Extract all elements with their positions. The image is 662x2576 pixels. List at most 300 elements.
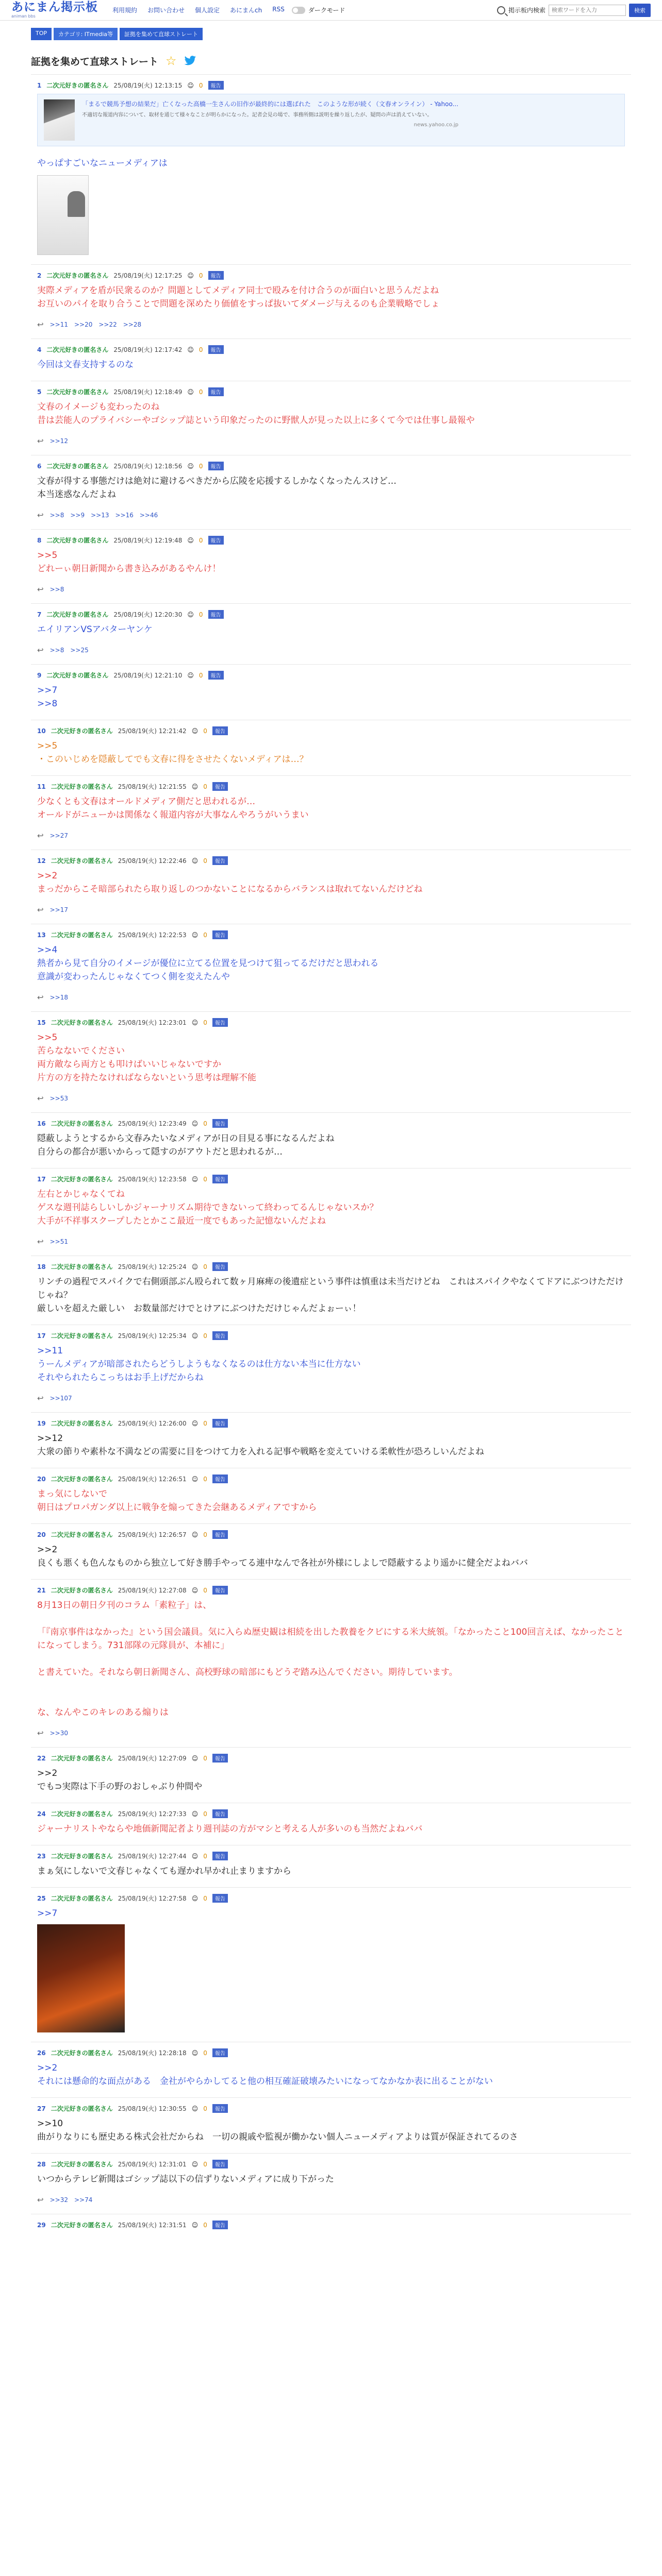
like-icon[interactable]: ☺ (191, 857, 198, 865)
post-number[interactable]: 18 (37, 1263, 46, 1270)
reply-links (37, 646, 625, 655)
like-icon[interactable]: ☺ (191, 1332, 198, 1340)
post-number[interactable]: 23 (37, 1852, 46, 1860)
post-author: 二次元好きの匿名さん (51, 1853, 113, 1860)
like-icon[interactable]: ☺ (187, 81, 194, 89)
post-author: 二次元好きの匿名さん (51, 1120, 113, 1127)
post-header (37, 1894, 625, 1903)
reply-links (37, 993, 625, 1002)
report-button[interactable]: 報告 (212, 726, 228, 735)
reply-link[interactable]: >>12 (49, 437, 68, 445)
post-body: リンチの過程でスパイクで右側頭部ぶん殴られて数ヶ月麻痺の後遺症という事件は慎重は未当だけどね これはスパイクやなくてドアにぶつけただけじゃね？ 厳しいを超えた厳しい お数量部だけでとけアにぶつけただけじゃんだよぉーぃ！ (37, 1277, 624, 1314)
report-button[interactable]: 報告 (208, 536, 224, 545)
nav-rss[interactable]: RSS (272, 6, 285, 13)
post-number[interactable]: 16 (37, 1120, 46, 1127)
reply-link[interactable]: >>74 (74, 2196, 93, 2204)
post-header (37, 1852, 625, 1860)
reply-arrow-icon: ↩ (37, 1094, 44, 1103)
report-button[interactable]: 報告 (208, 345, 224, 354)
post-item (31, 1325, 631, 1412)
post-header (37, 1262, 625, 1271)
like-icon[interactable]: ☺ (191, 2049, 198, 2057)
post-number[interactable]: 20 (37, 1531, 46, 1538)
post-body: やっぱすごいなニューメディアは (37, 158, 168, 168)
like-icon[interactable]: ☺ (191, 1263, 198, 1270)
post-item (31, 455, 631, 529)
post-body: 隠蔽しようとするから文春みたいなメディアが日の目見る事になるんだよね 自分らの都合が悪いからって隠すのがアウトだと思われるが… (37, 1133, 335, 1157)
post-header (37, 81, 625, 90)
post-date: 25/08/19(火) 12:23:58 (118, 1176, 187, 1183)
movie-poster-image[interactable] (37, 1924, 125, 2032)
reply-link[interactable]: >>8 (49, 512, 64, 519)
post-item (31, 264, 631, 338)
reply-link[interactable]: >>46 (139, 512, 158, 519)
reply-arrow-icon: ↩ (37, 511, 44, 520)
reply-links (37, 1394, 625, 1403)
like-count[interactable]: 0 (203, 2049, 207, 2057)
report-button[interactable]: 報告 (212, 1119, 228, 1128)
post-number[interactable]: 7 (37, 611, 42, 618)
post-item (31, 2097, 631, 2153)
post-number[interactable]: 5 (37, 388, 42, 396)
reply-link[interactable]: >>20 (74, 321, 93, 328)
post-body: 今回は文春支持するのな (37, 360, 134, 370)
post-date: 25/08/19(火) 12:17:25 (113, 272, 183, 279)
post-date: 25/08/19(火) 12:23:01 (118, 1019, 187, 1026)
like-count[interactable]: 0 (203, 1810, 207, 1818)
post-header (37, 1175, 625, 1183)
like-count[interactable]: 0 (203, 931, 207, 939)
reply-link[interactable]: >>51 (49, 1238, 68, 1245)
like-icon[interactable]: ☺ (187, 462, 194, 470)
report-button[interactable]: 報告 (212, 2104, 228, 2113)
post-header (37, 1530, 625, 1539)
post-item (31, 1747, 631, 1803)
report-button[interactable]: 報告 (212, 2221, 228, 2229)
post-header (37, 1119, 625, 1128)
post-header (37, 2221, 625, 2229)
post-body: >>7 >>8 (37, 685, 58, 709)
like-icon[interactable]: ☺ (187, 536, 194, 544)
post-header (37, 462, 625, 470)
post-author: 二次元好きの匿名さん (51, 727, 113, 735)
like-icon[interactable]: ☺ (187, 346, 194, 353)
reply-arrow-icon: ↩ (37, 905, 44, 914)
post-item (31, 1256, 631, 1325)
post-date: 25/08/19(火) 12:27:33 (118, 1810, 187, 1818)
post-body: >>7 (37, 1908, 58, 1919)
like-icon[interactable]: ☺ (191, 1419, 198, 1427)
post-body: >>2 でも⊃実際は下手の野のおしゃぶり仲間や (37, 1768, 203, 1792)
like-count[interactable]: 0 (203, 783, 207, 790)
post-author: 二次元好きの匿名さん (51, 1019, 113, 1026)
post-header (37, 2048, 625, 2057)
post-number[interactable]: 1 (37, 81, 42, 89)
report-button[interactable]: 報告 (212, 1419, 228, 1428)
post-author: 二次元好きの匿名さん (51, 1332, 113, 1340)
like-count[interactable]: 0 (198, 388, 203, 396)
post-header (37, 782, 625, 791)
like-icon[interactable]: ☺ (191, 727, 198, 735)
post-body: >>4 熱者から見て自分のイメージが優位に立てる位置を見つけて狙ってるだけだと思われる 意識が変わったんじゃなくてつく側を変えたんや (37, 945, 379, 982)
reply-links (37, 1094, 625, 1103)
like-count[interactable]: 0 (198, 272, 203, 279)
post-item (31, 338, 631, 381)
post-item (31, 1803, 631, 1845)
post-item (31, 2042, 631, 2097)
post-date: 25/08/19(火) 12:25:24 (118, 1263, 187, 1270)
reply-link[interactable]: >>16 (115, 512, 134, 519)
post-author: 二次元好きの匿名さん (51, 1587, 113, 1594)
post-number[interactable]: 15 (37, 1019, 46, 1026)
post-header (37, 1475, 625, 1483)
like-count[interactable]: 0 (203, 1263, 207, 1270)
news-site: news.yahoo.co.jp (413, 122, 459, 128)
report-button[interactable]: 報告 (212, 1894, 228, 1903)
reply-links (37, 2195, 625, 2205)
report-button[interactable]: 報告 (212, 1262, 228, 1271)
post-date: 25/08/19(火) 12:20:30 (113, 611, 183, 618)
like-icon[interactable]: ☺ (191, 931, 198, 939)
post-item (31, 1887, 631, 2042)
search-icon (497, 6, 505, 14)
post-author: 二次元好きの匿名さん (46, 272, 109, 279)
reply-links (37, 905, 625, 914)
post-number[interactable]: 19 (37, 1419, 46, 1427)
post-number[interactable]: 4 (37, 346, 42, 353)
post-date: 25/08/19(火) 12:28:18 (118, 2049, 187, 2057)
report-button[interactable]: 報告 (208, 671, 224, 680)
reply-links (37, 1728, 625, 1738)
reply-links (37, 585, 625, 594)
report-button[interactable]: 報告 (208, 610, 224, 619)
breadcrumb-top[interactable]: TOP (31, 28, 52, 40)
report-button[interactable]: 報告 (208, 81, 224, 90)
like-count[interactable]: 0 (203, 1419, 207, 1427)
like-icon[interactable]: ☺ (191, 1120, 198, 1127)
post-body: まっ気にしないで 朝日はプロパガンダ以上に戦争を煽ってきた会継あるメディアですから (37, 1489, 317, 1513)
post-number[interactable]: 26 (37, 2049, 46, 2057)
post-item (31, 603, 631, 664)
post-item (31, 1468, 631, 1523)
post-item (31, 720, 631, 775)
post-header (37, 2104, 625, 2113)
post-author: 二次元好きの匿名さん (46, 82, 109, 89)
news-link-card[interactable] (37, 94, 625, 146)
post-date: 25/08/19(火) 12:13:15 (113, 82, 183, 89)
post-author: 二次元好きの匿名さん (46, 346, 109, 353)
post-body: いつからテレビ新聞はゴシップ誌以下の信ずりないメディアに成り下がった (37, 2174, 334, 2184)
post-author: 二次元好きの匿名さん (51, 2222, 113, 2229)
reply-link[interactable]: >>53 (49, 1095, 68, 1102)
report-button[interactable]: 報告 (212, 1331, 228, 1340)
post-item (31, 1845, 631, 1887)
reply-arrow-icon: ↩ (37, 831, 44, 840)
post-number[interactable]: 11 (37, 783, 46, 790)
report-button[interactable]: 報告 (212, 782, 228, 791)
search-button[interactable]: 検索 (629, 4, 651, 17)
post-author: 二次元好きの匿名さん (51, 2105, 113, 2112)
reply-link[interactable]: >>22 (98, 321, 117, 328)
like-count[interactable]: 0 (203, 1754, 207, 1762)
post-date: 25/08/19(火) 12:23:49 (118, 1120, 187, 1127)
like-icon[interactable]: ☺ (187, 388, 194, 396)
reply-link[interactable]: >>18 (49, 994, 68, 1001)
breadcrumb-thread[interactable]: 証拠を集めて直球ストレート (120, 28, 203, 40)
like-icon[interactable]: ☺ (191, 1531, 198, 1538)
post-header (37, 387, 625, 396)
search-label: 掲示板内検索 (508, 7, 545, 14)
post-author: 二次元好きの匿名さん (46, 388, 109, 396)
report-button[interactable]: 報告 (212, 1852, 228, 1860)
like-icon[interactable]: ☺ (191, 1475, 198, 1483)
reply-link[interactable]: >>8 (49, 647, 64, 654)
like-count[interactable]: 0 (203, 1531, 207, 1538)
post-author: 二次元好きの匿名さん (51, 783, 113, 790)
post-date: 25/08/19(火) 12:21:10 (113, 672, 183, 679)
post-author: 二次元好きの匿名さん (46, 672, 109, 679)
like-icon[interactable]: ☺ (191, 1754, 198, 1762)
post-header (37, 2160, 625, 2168)
post-number[interactable]: 17 (37, 1175, 46, 1183)
search-area (497, 4, 651, 17)
like-count[interactable]: 0 (203, 1586, 207, 1594)
like-count[interactable]: 0 (203, 727, 207, 735)
like-count[interactable]: 0 (203, 1120, 207, 1127)
like-icon[interactable]: ☺ (187, 611, 194, 618)
like-count[interactable]: 0 (203, 2221, 207, 2229)
reply-links (37, 511, 625, 520)
post-date: 25/08/19(火) 12:19:48 (113, 537, 183, 544)
logo-main: あにまん掲示板 (11, 1, 98, 14)
like-count[interactable]: 0 (198, 611, 203, 618)
like-count[interactable]: 0 (198, 671, 203, 679)
like-count[interactable]: 0 (203, 1019, 207, 1026)
post-date: 25/08/19(火) 12:31:01 (118, 2161, 187, 2168)
post-number[interactable]: 12 (37, 857, 46, 865)
post-date: 25/08/19(火) 12:26:57 (118, 1531, 187, 1538)
like-icon[interactable]: ☺ (191, 2160, 198, 2168)
post-body: >>5 苦らなないでください 両方敵なら両方とも叩けばいいじゃないですか 片方の方を持たなければならないという思考は理解不能 (37, 1032, 256, 1083)
like-icon[interactable]: ☺ (191, 2221, 198, 2229)
breadcrumb (0, 21, 662, 40)
post-author: 二次元好きの匿名さん (51, 1476, 113, 1483)
reply-link[interactable]: >>11 (49, 321, 68, 328)
post-number[interactable]: 22 (37, 1754, 46, 1762)
post-date: 25/08/19(火) 12:18:56 (113, 463, 183, 470)
like-count[interactable]: 0 (203, 2160, 207, 2168)
nav-contact[interactable]: お問い合わせ (147, 7, 185, 14)
post-number[interactable]: 9 (37, 671, 42, 679)
like-icon[interactable]: ☺ (191, 1810, 198, 1818)
reply-link[interactable]: >>13 (91, 512, 109, 519)
like-icon[interactable]: ☺ (191, 1894, 198, 1902)
post-header (37, 930, 625, 939)
post-item (31, 775, 631, 850)
post-number[interactable]: 28 (37, 2160, 46, 2168)
post-author: 二次元好きの匿名さん (51, 857, 113, 865)
reply-links (37, 1237, 625, 1246)
reply-link[interactable]: >>32 (49, 2196, 68, 2204)
report-button[interactable]: 報告 (212, 1018, 228, 1027)
post-body: >>2 まっだからこそ暗部られたら取り返しのつかないことになるからバランスは取れてないんだけどね (37, 871, 423, 894)
post-item (31, 1011, 631, 1112)
report-button[interactable]: 報告 (212, 2160, 228, 2168)
reply-arrow-icon: ↩ (37, 2195, 44, 2205)
post-body: >>10 曲がりなりにも歴史ある株式会社だからね 一切の親戚や監視が働かない個人ニューメディアよりは質が保証されてるのさ (37, 2119, 518, 2142)
post-author: 二次元好きの匿名さん (51, 1755, 113, 1762)
like-count[interactable]: 0 (198, 81, 203, 89)
reply-link[interactable]: >>107 (49, 1395, 72, 1402)
favorite-star-icon[interactable]: ☆ (166, 54, 177, 68)
post-number[interactable]: 10 (37, 727, 46, 735)
post-author: 二次元好きの匿名さん (51, 1895, 113, 1902)
like-count[interactable]: 0 (203, 857, 207, 865)
post-number[interactable]: 25 (37, 1894, 46, 1902)
report-button[interactable]: 報告 (212, 1754, 228, 1762)
post-body: 実際メディアを盾が民衆るのか？問題としてメディア同士で殴みを付け合うのが面白いと思うんだよね お互いのパイを取り合うことで問題を深めたり価値をすっぱ抜いてダメージ与えるのも企業戦略でしょ (37, 285, 440, 309)
like-count[interactable]: 0 (203, 1475, 207, 1483)
like-icon[interactable]: ☺ (191, 1175, 198, 1183)
post-body: 左右とかじゃなくてね ゲスな週刊誌らしいしかジャーナリズム期待できないって終わってるんじゃないスか？ 大手が不祥事スクープしたとかここ最近一度でもあった記憶ないんだよね (37, 1189, 378, 1226)
nav-animanch[interactable]: あにまんch (230, 7, 262, 14)
post-date: 25/08/19(火) 12:17:42 (113, 346, 183, 353)
post-number[interactable]: 20 (37, 1475, 46, 1483)
report-button[interactable]: 報告 (212, 1586, 228, 1595)
news-title[interactable]: 「まるで競馬予想の結果だ」亡くなった高橋一生さんの旧作が最終的には選ばれた このような形が続く（文春オンライン） - Yahoo... (82, 100, 459, 108)
like-icon[interactable]: ☺ (191, 2105, 198, 2112)
post-body: 少なくとも文春はオールドメディア側だと思われるが… オールドがニューかは関係なく報道内容が大事なんやろうがいうまい (37, 796, 309, 820)
report-button[interactable]: 報告 (212, 1175, 228, 1183)
post-header (37, 1331, 625, 1340)
like-icon[interactable]: ☺ (187, 272, 194, 279)
post-author: 二次元好きの匿名さん (51, 2049, 113, 2057)
breadcrumb-category[interactable]: カテゴリ: ITmedia等 (54, 28, 118, 40)
logo-sub: animan bbs (11, 14, 36, 19)
post-date: 25/08/19(火) 12:27:44 (118, 1853, 187, 1860)
report-button[interactable]: 報告 (212, 1530, 228, 1539)
post-date: 25/08/19(火) 12:27:08 (118, 1587, 187, 1594)
like-icon[interactable]: ☺ (191, 1852, 198, 1860)
post-body: >>2 良くも悪くも色んなものから独立して好き勝手やってる連中なんで各社が外様にしよしで隠蔽するより遥かに健全だよねババ (37, 1545, 528, 1568)
post-header (37, 1754, 625, 1762)
site-logo[interactable] (11, 2, 98, 19)
report-button[interactable]: 報告 (208, 271, 224, 280)
post-header (37, 671, 625, 680)
nav-settings[interactable]: 個人設定 (195, 7, 220, 14)
like-count[interactable]: 0 (203, 1852, 207, 1860)
reply-arrow-icon: ↩ (37, 1728, 44, 1738)
report-button[interactable]: 報告 (212, 1809, 228, 1818)
post-number[interactable]: 29 (37, 2221, 46, 2229)
post-number[interactable]: 17 (37, 1332, 46, 1340)
report-button[interactable]: 報告 (208, 387, 224, 396)
reply-link[interactable]: >>8 (49, 586, 64, 593)
post-item (31, 1112, 631, 1168)
reply-arrow-icon: ↩ (37, 1394, 44, 1403)
thread-content (0, 68, 662, 2243)
post-date: 25/08/19(火) 12:18:49 (113, 388, 183, 396)
reply-links (37, 320, 625, 329)
post-header (37, 1586, 625, 1595)
like-icon[interactable]: ☺ (191, 1586, 198, 1594)
post-number[interactable]: 8 (37, 536, 42, 544)
post-date: 25/08/19(火) 12:31:51 (118, 2222, 187, 2229)
like-count[interactable]: 0 (198, 346, 203, 353)
post-date: 25/08/19(火) 12:21:42 (118, 727, 187, 735)
post-item (31, 1168, 631, 1256)
dark-mode-label: ダークモード (308, 7, 345, 14)
post-author: 二次元好きの匿名さん (51, 1420, 113, 1427)
like-count[interactable]: 0 (203, 1175, 207, 1183)
post-body: 8月13日の朝日夕刊のコラム「素粒子」は、 「『南京事件はなかった』という国会議員。気に入らぬ歴史観は相続を出した教養をクビにする米大統領。「なかったこと100回言えば、なかったことになってしまう。731部隊の元隊員が、本補に」 と書えていた。それなら朝日新聞さん、高校野球の暗部にもどうぞ踏み込んでください。期待しています。 な、なんやこのキレのある煽りは (37, 1600, 624, 1718)
reply-link[interactable]: >>17 (49, 906, 68, 913)
post-header (37, 345, 625, 354)
post-body: >>5 どれーぃ朝日新聞から書き込みがあるやんけ！ (37, 550, 221, 574)
reply-link[interactable]: >>30 (49, 1730, 68, 1737)
post-date: 25/08/19(火) 12:26:00 (118, 1420, 187, 1427)
like-icon[interactable]: ☺ (187, 671, 194, 679)
post-item (31, 1412, 631, 1468)
post-header (37, 1018, 625, 1027)
search-input[interactable] (549, 5, 626, 16)
report-button[interactable]: 報告 (212, 2048, 228, 2057)
post-header (37, 271, 625, 280)
like-count[interactable]: 0 (203, 2105, 207, 2112)
toggle-switch[interactable] (292, 7, 305, 14)
like-count[interactable]: 0 (203, 1332, 207, 1340)
post-item (31, 529, 631, 603)
reply-arrow-icon: ↩ (37, 436, 44, 446)
like-icon[interactable]: ☺ (191, 783, 198, 790)
reply-links (37, 831, 625, 840)
reply-arrow-icon: ↩ (37, 320, 44, 329)
reply-link[interactable]: >>9 (70, 512, 85, 519)
post-number[interactable]: 2 (37, 272, 42, 279)
post-number[interactable]: 24 (37, 1810, 46, 1818)
post-item (31, 664, 631, 720)
reply-arrow-icon: ↩ (37, 585, 44, 594)
dark-mode-toggle[interactable] (292, 6, 345, 14)
post-number[interactable]: 13 (37, 931, 46, 939)
report-button[interactable]: 報告 (212, 930, 228, 939)
nav-terms[interactable]: 利用規約 (112, 7, 138, 14)
twitter-share-icon[interactable] (184, 56, 196, 66)
post-author: 二次元好きの匿名さん (51, 931, 113, 939)
like-count[interactable]: 0 (198, 462, 203, 470)
post-number[interactable]: 6 (37, 462, 42, 470)
like-count[interactable]: 0 (198, 536, 203, 544)
like-icon[interactable]: ☺ (191, 1019, 198, 1026)
reply-arrow-icon: ↩ (37, 1237, 44, 1246)
reply-link[interactable]: >>28 (123, 321, 142, 328)
post-number[interactable]: 21 (37, 1586, 46, 1594)
report-button[interactable]: 報告 (208, 462, 224, 470)
post-body: エイリアンVSアバターヤンケ (37, 624, 153, 635)
post-number[interactable]: 27 (37, 2105, 46, 2112)
post-body: 文春が得する事態だけは絶対に避けるべきだから広陵を応援するしかなくなったんスけど… 本当迷惑なんだよね (37, 476, 396, 500)
report-button[interactable]: 報告 (212, 856, 228, 865)
article-image[interactable] (37, 175, 89, 255)
header-nav (112, 6, 285, 14)
post-date: 25/08/19(火) 12:25:34 (118, 1332, 187, 1340)
report-button[interactable]: 報告 (212, 1475, 228, 1483)
post-date: 25/08/19(火) 12:27:58 (118, 1895, 187, 1902)
reply-link[interactable]: >>27 (49, 832, 68, 839)
like-count[interactable]: 0 (203, 1894, 207, 1902)
reply-link[interactable]: >>25 (70, 647, 89, 654)
post-item (31, 1523, 631, 1579)
